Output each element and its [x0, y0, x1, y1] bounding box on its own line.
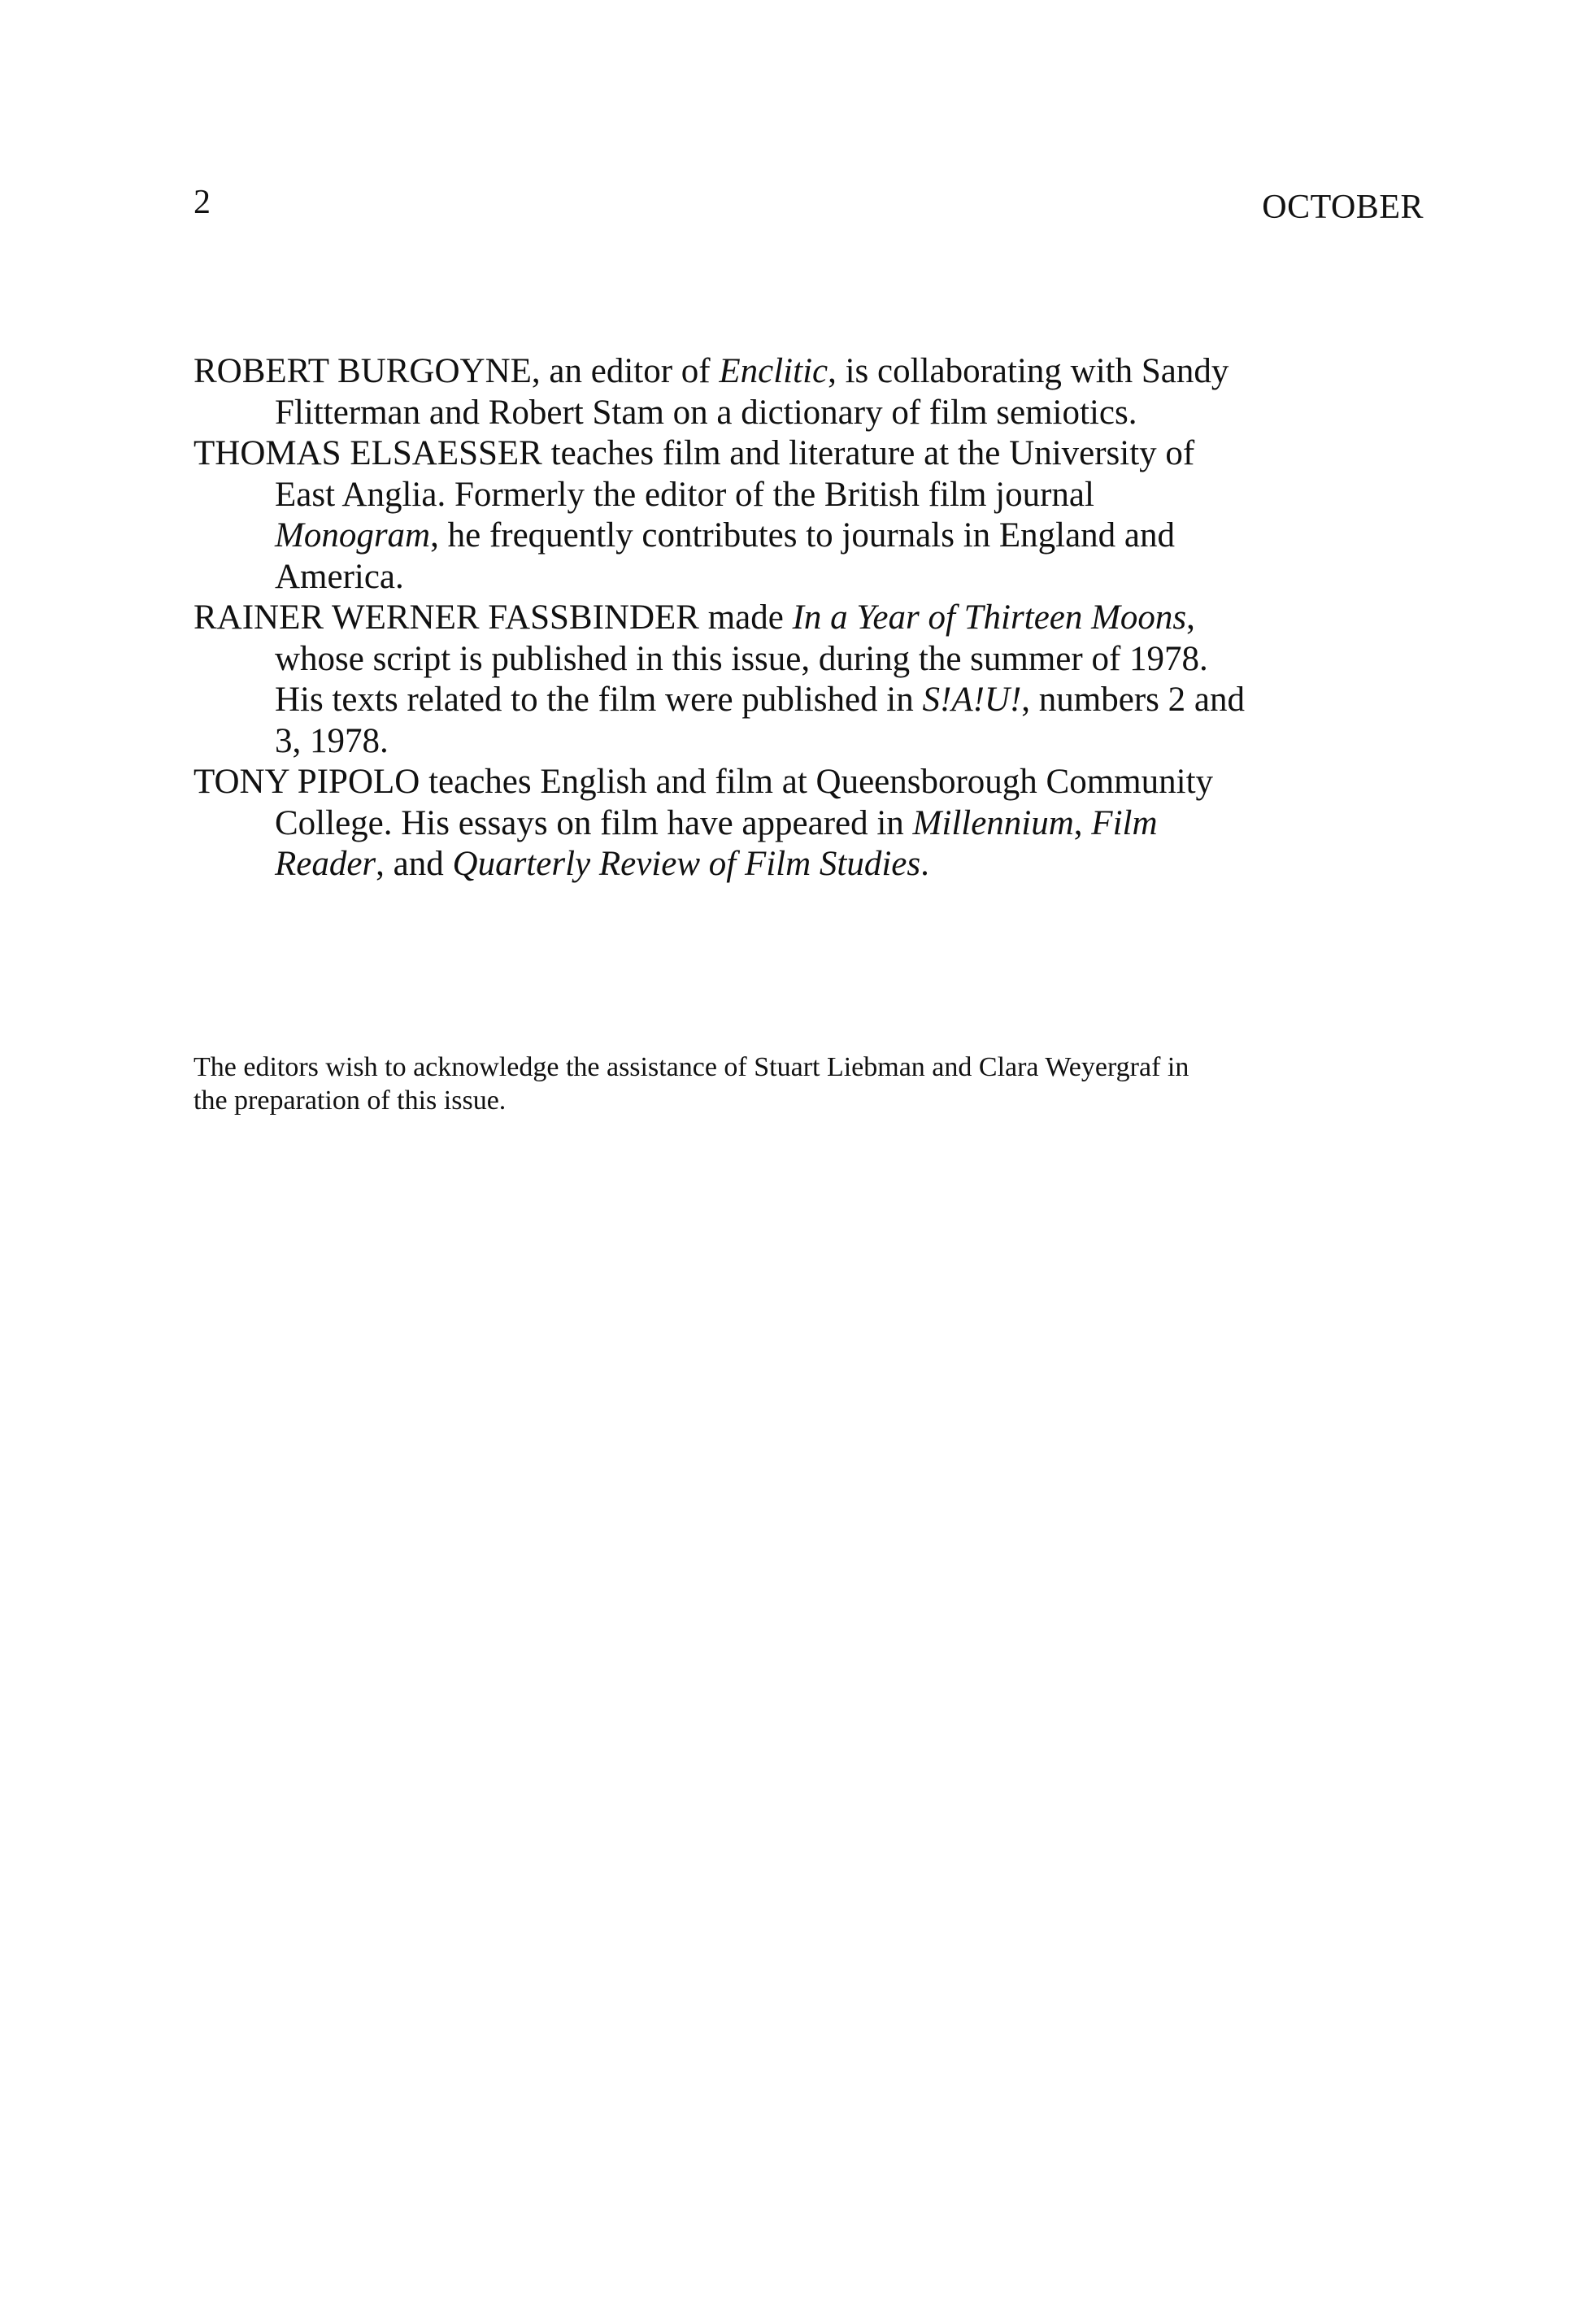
contributor-entry: [194, 351, 1250, 433]
contributor-bio-text: , an editor of: [531, 352, 720, 390]
contributor-bio-text: , is collaborating with Sandy Flitterman and Robert Stam on a dictionary of film semiotics.: [275, 352, 1229, 432]
contributor-bio-text: .: [920, 845, 929, 883]
contributor-entry: [194, 762, 1250, 885]
contributor-bio-text: made: [698, 598, 793, 637]
film-title: In a Year of Thirteen Moons: [792, 598, 1187, 637]
contributor-bio-text: ,: [1073, 803, 1092, 842]
acknowledgment-note: The editors wish to acknowledge the assistance of Stuart Liebman and Clara Weyergraf in the preparation of this issue.: [194, 1052, 1189, 1116]
page-number: 2: [194, 184, 211, 221]
contributor-bio-text: teaches film and literature at the University of East Anglia. Formerly the editor of the British film journal: [275, 434, 1195, 514]
contributor-entry: [194, 598, 1250, 762]
contributor-bio-text: , numbers 2 and 3, 1978.: [275, 681, 1245, 760]
publication-title: Quarterly Review of Film Studies: [452, 845, 921, 883]
publication-title: Monogram: [275, 516, 431, 555]
contributor-bio-text: , and: [376, 845, 453, 883]
contributor-bio-text: , whose script is published in this issue, during the summer of 1978. His texts related to the film were published in: [275, 598, 1208, 719]
contributor-list: [194, 351, 1250, 885]
contributor-name: RAINER WERNER FASSBINDER: [194, 598, 699, 637]
publication-title: S!A!U!: [922, 681, 1022, 719]
publication-title: Enclitic: [719, 352, 828, 390]
contributor-name: ROBERT BURGOYNE: [194, 352, 532, 390]
contributor-name: THOMAS ELSAESSER: [194, 434, 542, 472]
contributor-entry: [194, 433, 1250, 598]
running-head: OCTOBER: [1262, 189, 1424, 226]
contributor-bio-text: teaches English and film at Queensborough Community College. His essays on film have appeared in: [275, 763, 1214, 842]
contributor-name: TONY PIPOLO: [194, 763, 420, 801]
contributor-bio-text: , he frequently contributes to journals in England and America.: [275, 516, 1176, 596]
publication-title: Millennium: [912, 803, 1074, 842]
publication-title: Film Reader: [275, 803, 1158, 883]
